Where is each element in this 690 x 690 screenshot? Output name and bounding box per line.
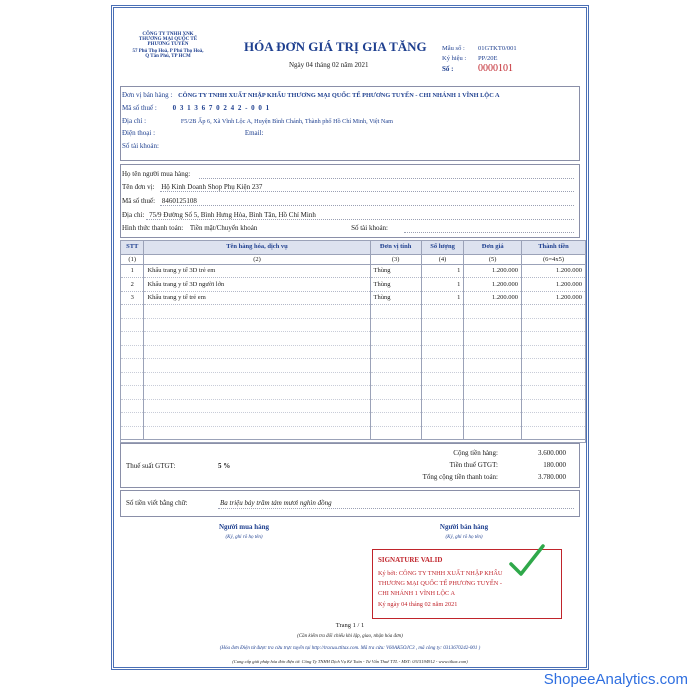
- vat-rate-value: 5 %: [218, 462, 231, 470]
- seller-phone-row: [122, 129, 263, 137]
- invoice-date: Ngày 04 tháng 02 năm 2021: [289, 61, 369, 69]
- buyer-tax-value: 8460125108: [161, 197, 197, 205]
- table-row: [121, 278, 586, 292]
- cell-qty: 1: [421, 278, 464, 292]
- digital-signature-box: [372, 549, 562, 619]
- col-total-header: Thành tiền: [521, 240, 585, 254]
- col-unit-header: Đơn vị tính: [370, 240, 421, 254]
- table-empty-row: [121, 372, 586, 386]
- cell-unit: Thùng: [370, 278, 421, 292]
- buyer-address-value: 75/9 Đường Số 5, Bình Hưng Hòa, Bình Tân, Hồ Chí Minh: [149, 211, 316, 219]
- table-empty-row: [121, 345, 586, 359]
- footer-note-3: (Cung cấp giải pháp hóa đơn điện tử: Công Ty TNHH Dịch Vụ Kế Toán - Tư Vấn Thuế TTL - MST: 0315194912 - www.ttltax.com): [232, 659, 468, 664]
- table-empty-row: [121, 332, 586, 346]
- signature-signed-by: Ký bởi: CÔNG TY TNHH XUẤT NHẬP KHẨU: [378, 570, 503, 577]
- footer-note-2: (Hóa đơn Điện tử được tra cứu trực tuyến tại http://tracuu.ttltax.com. Mã tra cứu: V60AK5OJC3 , mã công ty: 0313670242-001 ): [219, 646, 481, 651]
- seller-logo-address2: Q Tân Phú, TP HCM: [145, 54, 191, 59]
- buyer-tax-row: [122, 197, 197, 205]
- table-row: [121, 291, 586, 305]
- seller-signature-note: (Ký, ghi rõ họ tên): [445, 535, 483, 540]
- buyer-tax-label: Mã số thuế:: [122, 197, 156, 205]
- invoice-number: 0000101: [478, 63, 513, 74]
- seller-logo-line2: THƯƠNG MẠI QUỐC TẾ: [138, 37, 198, 42]
- invoice-title: HÓA ĐƠN GIÁ TRỊ GIA TĂNG: [244, 39, 427, 54]
- buyer-signature-note: (Ký, ghi rõ họ tên): [225, 535, 263, 540]
- table-row: [121, 264, 586, 278]
- cell-unit: Thùng: [370, 264, 421, 278]
- seller-address-label: Địa chỉ :: [122, 117, 147, 125]
- buyer-name-label: Họ tên người mua hàng:: [122, 170, 191, 178]
- grand-total-label: Tổng cộng tiền thanh toán:: [422, 473, 498, 481]
- buyer-signature-title: Người mua hàng: [218, 523, 270, 531]
- cell-price: 1.200.000: [464, 278, 522, 292]
- vat-label: Tiền thuế GTGT:: [449, 461, 498, 469]
- cell-stt: 2: [121, 278, 144, 292]
- seller-email-label: Email:: [244, 129, 264, 137]
- cell-stt: 1: [121, 264, 144, 278]
- seller-phone-label: Điện thoại :: [122, 129, 156, 137]
- buyer-payment-value: Tiền mặt/Chuyển khoản: [189, 224, 258, 232]
- buyer-payment-row: [122, 224, 388, 232]
- seller-tax-label: Mã số thuế :: [122, 104, 157, 112]
- table-empty-row: [121, 426, 586, 440]
- seller-logo-line3: PHƯƠNG TUYẾN: [147, 42, 189, 47]
- so-label: Số :: [442, 65, 454, 73]
- items-table: [120, 240, 586, 440]
- colnum: (1): [121, 254, 144, 264]
- cell-unit: Thùng: [370, 291, 421, 305]
- grand-total-value: 3.780.000: [538, 473, 566, 481]
- mau-so-label: Mẫu số :: [442, 45, 465, 52]
- cell-name: Khẩu trang y tế 3D người lớn: [144, 278, 370, 292]
- colnum: (4): [421, 254, 464, 264]
- colnum: (5): [464, 254, 522, 264]
- subtotal-label: Cộng tiền hàng:: [453, 449, 498, 457]
- col-qty-header: Số lượng: [421, 240, 464, 254]
- signature-date: Ký ngày 04 tháng 02 năm 2021: [378, 601, 458, 608]
- cell-qty: 1: [421, 264, 464, 278]
- words-label: Số tiền viết bằng chữ:: [126, 499, 188, 507]
- seller-unit-label: Đơn vị bán hàng :: [122, 91, 173, 99]
- cell-name: Khẩu trang y tế 3D trẻ em: [144, 264, 370, 278]
- table-empty-row: [121, 386, 586, 400]
- invoice-document: [111, 5, 589, 670]
- seller-logo-address1: 57 Phú Thọ Hoà, P Phú Thọ Hoà,: [132, 49, 204, 54]
- signature-valid-label: SIGNATURE VALID: [378, 556, 443, 564]
- mau-so-value: 01GTKT0/001: [478, 45, 517, 52]
- checkmark-icon: [507, 542, 547, 582]
- table-empty-row: [121, 359, 586, 373]
- ky-hieu-label: Ký hiệu :: [442, 55, 467, 62]
- vat-rate-label: Thuế suất GTGT:: [126, 462, 176, 470]
- seller-logo-block: [120, 32, 216, 59]
- colnum: (3): [370, 254, 421, 264]
- col-name-header: Tên hàng hóa, dịch vụ: [144, 240, 370, 254]
- buyer-address-label: Địa chỉ:: [122, 211, 145, 219]
- seller-address-row: [122, 117, 393, 125]
- cell-price: 1.200.000: [464, 291, 522, 305]
- vat-value: 180.000: [543, 461, 566, 469]
- signature-signed-by-3: CHI NHÁNH 1 VĨNH LỘC A: [378, 590, 456, 597]
- words-value: Ba triệu bảy trăm tám mươi nghìn đồng: [220, 499, 332, 507]
- table-empty-row: [121, 305, 586, 319]
- cell-price: 1.200.000: [464, 264, 522, 278]
- footer-note-1: (Cần kiểm tra đối chiếu khi lập, giao, nhận hóa đơn): [297, 634, 403, 639]
- ky-hieu-value: PP/20E: [478, 55, 498, 62]
- table-header-row: [121, 240, 586, 254]
- seller-unit-row: [122, 91, 500, 99]
- seller-signature-title: Người bán hàng: [439, 523, 489, 531]
- buyer-payment-label: Hình thức thanh toán:: [122, 224, 184, 232]
- amount-in-words-section: [120, 490, 580, 517]
- cell-stt: 3: [121, 291, 144, 305]
- col-price-header: Đơn giá: [464, 240, 522, 254]
- seller-account-row: [122, 142, 159, 150]
- seller-tax-row: [122, 104, 270, 112]
- seller-account-label: Số tài khoản:: [122, 142, 159, 150]
- subtotal-value: 3.600.000: [538, 449, 566, 457]
- seller-address-value: F5/2B Ấp 6, Xã Vĩnh Lộc A, Huyện Bình Chánh, Thành phố Hồ Chí Minh, Việt Nam: [180, 118, 393, 125]
- cell-name: Khẩu trang y tế trẻ em: [144, 291, 370, 305]
- table-empty-row: [121, 399, 586, 413]
- colnum: (6=4x5): [521, 254, 585, 264]
- page-indicator: Trang 1 / 1: [335, 622, 365, 629]
- buyer-unit-value: Hộ Kinh Doanh Shop Phụ Kiện 237: [161, 183, 263, 191]
- totals-section: [120, 443, 580, 488]
- seller-logo-line1: CÔNG TY TNHH XNK: [142, 32, 194, 37]
- seller-tax-value: 0 3 1 3 6 7 0 2 4 2 - 0 0 1: [172, 104, 271, 112]
- seller-unit-value: CÔNG TY TNHH XUẤT NHẬP KHẨU THƯƠNG MẠI QUỐC TẾ PHƯƠNG TUYẾN - CHI NHÁNH 1 VĨNH LỘC A: [178, 92, 500, 99]
- table-empty-row: [121, 413, 586, 427]
- buyer-unit-label: Tên đơn vị:: [122, 183, 155, 191]
- colnum: (2): [144, 254, 370, 264]
- table-colnum-row: [121, 254, 586, 264]
- buyer-unit-row: [122, 183, 262, 191]
- cell-total: 1.200.000: [521, 291, 585, 305]
- buyer-address-row: [122, 211, 316, 219]
- cell-total: 1.200.000: [521, 264, 585, 278]
- cell-total: 1.200.000: [521, 278, 585, 292]
- table-empty-row: [121, 318, 586, 332]
- signature-signed-by-2: THƯƠNG MẠI QUỐC TẾ PHƯƠNG TUYẾN -: [378, 580, 502, 587]
- watermark-text: ShopeeAnalytics.com: [543, 671, 688, 688]
- cell-qty: 1: [421, 291, 464, 305]
- buyer-name-row: [122, 170, 190, 178]
- buyer-account-label: Số tài khoản:: [351, 224, 389, 232]
- col-stt-header: STT: [121, 240, 144, 254]
